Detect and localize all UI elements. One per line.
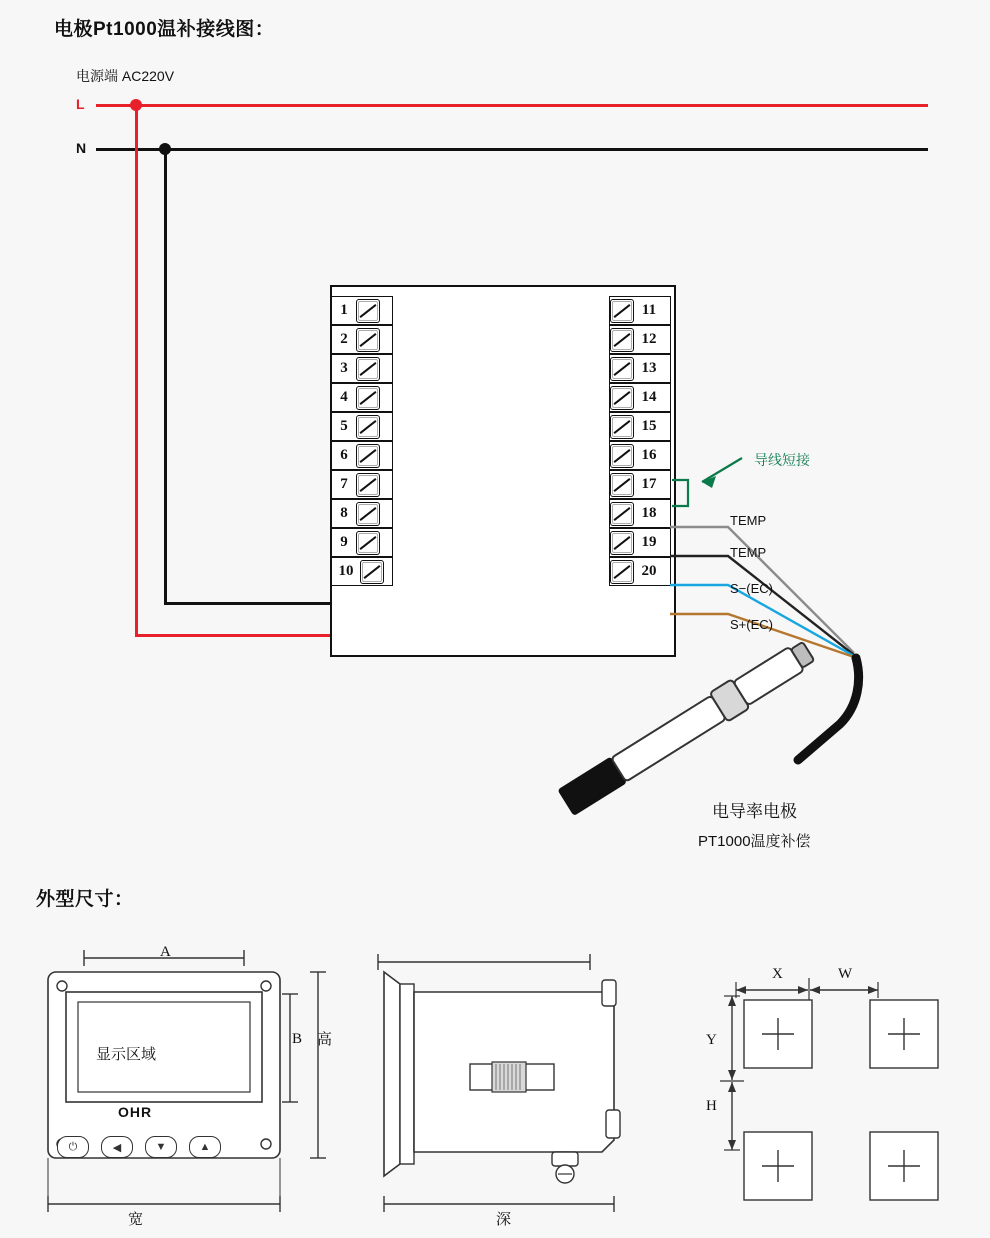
short-circuit-label: 导线短接 xyxy=(754,452,810,468)
terminal-17[interactable]: 17 xyxy=(609,470,671,499)
conductivity-probe xyxy=(540,640,870,855)
signal-label-s-plus-ec: S+(EC) xyxy=(730,617,773,632)
display-area-label: 显示区域 xyxy=(96,1046,157,1063)
terminal-1[interactable]: 1 xyxy=(331,296,393,325)
screw-icon xyxy=(610,386,634,410)
cutout-w-mark: W xyxy=(838,966,853,982)
terminal-14[interactable]: 14 xyxy=(609,383,671,412)
side-depth-mark: 深 xyxy=(496,1211,512,1228)
terminal-10[interactable]: 10 xyxy=(331,557,393,586)
front-width-mark-a: A xyxy=(160,944,171,960)
terminal-6[interactable]: 6 xyxy=(331,441,393,470)
screw-icon xyxy=(360,560,384,584)
screw-icon xyxy=(610,415,634,439)
terminal-2[interactable]: 2 xyxy=(331,325,393,354)
wiring-diagram-title: 电极Pt1000温补接线图： xyxy=(54,19,275,40)
front-view-drawing xyxy=(28,936,328,1236)
live-wire-horizontal xyxy=(96,104,928,107)
power-button[interactable]: ⏻ xyxy=(57,1136,89,1158)
screw-icon xyxy=(356,473,380,497)
screw-icon xyxy=(610,328,634,352)
terminal-19[interactable]: 19 xyxy=(609,528,671,557)
screw-icon xyxy=(356,299,380,323)
terminal-4[interactable]: 4 xyxy=(331,383,393,412)
terminal-7[interactable]: 7 xyxy=(331,470,393,499)
up-button[interactable]: ▲ xyxy=(189,1136,221,1158)
terminal-20[interactable]: 20 xyxy=(609,557,671,586)
screw-icon xyxy=(356,386,380,410)
down-button[interactable]: ▼ xyxy=(145,1136,177,1158)
screw-icon xyxy=(610,531,634,555)
neutral-wire-to-terminal-9 xyxy=(164,602,331,605)
live-wire-vertical xyxy=(135,104,138,636)
cutout-x-mark: X xyxy=(772,966,783,982)
signal-label-temp-1: TEMP xyxy=(730,513,767,528)
terminal-3[interactable]: 3 xyxy=(331,354,393,383)
brand-label: OHR xyxy=(118,1104,153,1120)
terminal-12[interactable]: 12 xyxy=(609,325,671,354)
probe-sub-label: PT1000温度补偿 xyxy=(698,833,811,850)
signal-label-temp-2: TEMP xyxy=(730,545,767,560)
live-label: L xyxy=(76,96,85,112)
terminal-15[interactable]: 15 xyxy=(609,412,671,441)
screw-icon xyxy=(356,444,380,468)
screw-icon xyxy=(610,502,634,526)
left-button[interactable]: ◀ xyxy=(101,1136,133,1158)
cutout-h-mark: H xyxy=(706,1098,717,1114)
screw-icon xyxy=(610,560,634,584)
live-wire-to-terminal-10 xyxy=(135,634,331,637)
cutout-y-mark: Y xyxy=(706,1032,717,1048)
neutral-wire-vertical xyxy=(164,148,167,604)
screw-icon xyxy=(610,444,634,468)
terminal-13[interactable]: 13 xyxy=(609,354,671,383)
neutral-wire-horizontal xyxy=(96,148,928,151)
cutout-view-drawing xyxy=(700,952,980,1232)
screw-icon xyxy=(356,357,380,381)
screw-icon xyxy=(356,415,380,439)
probe-name-label: 电导率电极 xyxy=(712,802,797,821)
screw-icon xyxy=(356,328,380,352)
terminal-11[interactable]: 11 xyxy=(609,296,671,325)
screw-icon xyxy=(610,357,634,381)
power-source-label: 电源端 AC220V xyxy=(76,68,175,84)
dimensions-title: 外型尺寸： xyxy=(36,889,134,910)
front-total-width-mark: 宽 xyxy=(128,1211,144,1228)
side-view-drawing xyxy=(366,940,666,1230)
terminal-16[interactable]: 16 xyxy=(609,441,671,470)
signal-label-s-minus-ec: S−(EC) xyxy=(730,581,773,596)
terminal-18[interactable]: 18 xyxy=(609,499,671,528)
screw-icon xyxy=(610,299,634,323)
screw-icon xyxy=(610,473,634,497)
screw-icon xyxy=(356,502,380,526)
terminal-5[interactable]: 5 xyxy=(331,412,393,441)
neutral-label: N xyxy=(76,140,87,156)
terminal-9[interactable]: 9 xyxy=(331,528,393,557)
screw-icon xyxy=(356,531,380,555)
front-total-height-mark: 高 xyxy=(317,1031,333,1048)
front-screen-height-mark-b: B xyxy=(292,1031,303,1047)
terminal-8[interactable]: 8 xyxy=(331,499,393,528)
